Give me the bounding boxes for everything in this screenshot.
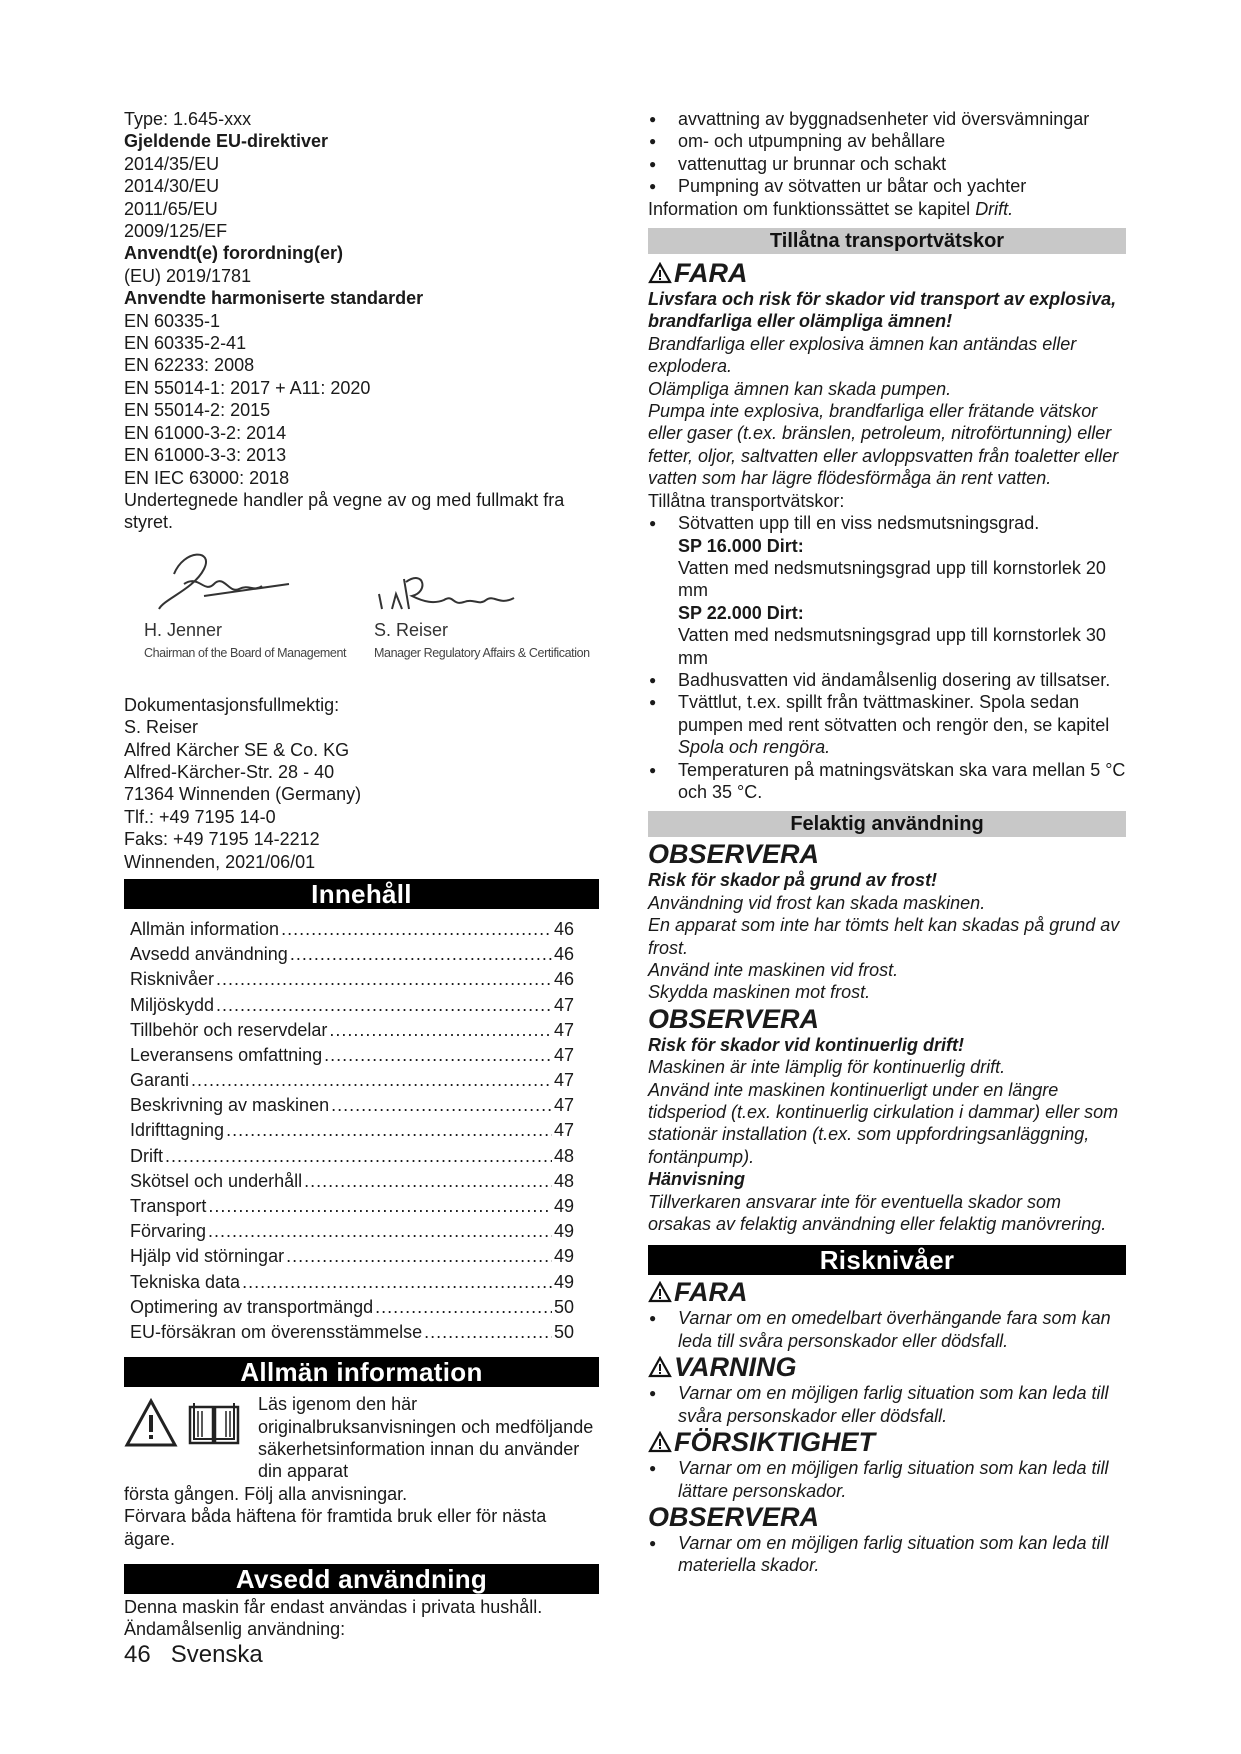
toc-item[interactable] xyxy=(124,1068,574,1093)
toc-title: Idrifttagning xyxy=(130,1120,225,1141)
toc-page: 50 xyxy=(553,1296,574,1317)
danger-bold: Livsfara och risk för skador vid transport av explosiva, brandfarliga eller olämpliga ämnen! xyxy=(648,289,1117,332)
toc-item[interactable] xyxy=(124,1018,574,1043)
function-ref-link[interactable]: Drift. xyxy=(975,198,1014,219)
toc-title: Optimering av transportmängd xyxy=(130,1296,374,1317)
sp16-text: Vatten med nedsmutsningsgrad upp till kornstorlek 20 mm xyxy=(678,557,1106,601)
toc-page: 48 xyxy=(553,1170,574,1191)
risk-varning-list xyxy=(648,1382,1126,1427)
regulation: (EU) 2019/1781 xyxy=(124,265,252,286)
footer-language: Svenska xyxy=(170,1641,263,1668)
toc-title: Drift xyxy=(130,1145,163,1166)
toc-leader xyxy=(165,1144,552,1169)
toc-title: EU-försäkran om överensstämmelse xyxy=(130,1321,423,1342)
obs1-line: Användning vid frost kan skada maskinen. xyxy=(648,892,986,913)
toc-leader xyxy=(208,1219,552,1244)
wash-ref-link[interactable]: Spola och rengöra. xyxy=(678,737,831,758)
danger-line: Pumpa inte explosiva, brandfarliga eller frätande vätskor eller gaser (t.ex. bränslen, petroleum, nitroförtunning) eller fetter, oljor, saltvatten eller avloppsvatten från toaletter eller vatten som har lägre flödesförmåga än rent vatten. xyxy=(648,401,1119,489)
warning-triangle-icon xyxy=(648,1356,672,1378)
sp22-text: Vatten med nedsmutsningsgrad upp till kornstorlek 30 mm xyxy=(678,625,1106,668)
list-item: ● avvattning av byggnadsenheter vid översvämningar xyxy=(648,108,1126,130)
signature-jenner xyxy=(144,544,346,664)
standard: EN 55014-1: 2017 + A11: 2020 xyxy=(124,377,371,398)
page-footer xyxy=(124,1641,263,1668)
eu-directive: 2014/35/EU xyxy=(124,153,220,174)
toc-item[interactable] xyxy=(124,967,574,992)
danger-label-text: FARA xyxy=(674,258,748,289)
toc-leader xyxy=(191,1068,552,1093)
toc-item[interactable] xyxy=(124,1093,574,1118)
signatures xyxy=(124,544,599,694)
risk-forsiktighet-text-label: FÖRSIKTIGHET xyxy=(674,1427,875,1458)
note-bold: Hänvisning xyxy=(648,1169,746,1190)
intended-line: Denna maskin får endast användas i privata hushåll. xyxy=(124,1597,543,1617)
toc-leader xyxy=(375,1295,552,1320)
risk-observera-list xyxy=(648,1532,1126,1577)
info-icons xyxy=(124,1393,258,1483)
danger-line: Olämpliga ämnen kan skada pumpen. xyxy=(648,378,952,399)
observera-label: OBSERVERA xyxy=(648,1003,820,1034)
risk-forsiktighet-list xyxy=(648,1457,1126,1502)
toc-item[interactable] xyxy=(124,1244,574,1269)
doc-line: Dokumentasjonsfullmektig: xyxy=(124,694,340,715)
standard: EN 62233: 2008 xyxy=(124,355,255,376)
handwritten-signature-reiser xyxy=(374,554,524,614)
toc-page: 47 xyxy=(553,1120,574,1141)
signer-role: Manager Regulatory Affairs & Certification xyxy=(374,645,590,660)
intended-heading: Avsedd användning xyxy=(124,1564,599,1594)
doc-line: Winnenden, 2021/06/01 xyxy=(124,851,316,872)
list-item: ● Badhusvatten vid ändamålsenlig dosering av tillsatser. xyxy=(648,669,1126,691)
standard: EN 60335-1 xyxy=(124,310,221,331)
allowed-first: ● Sötvatten upp till en viss nedsmutsningsgrad. xyxy=(678,513,1040,534)
regulations-heading: Anvendt(e) forordning(er) xyxy=(124,243,343,264)
toc-title: Beskrivning av maskinen xyxy=(130,1095,330,1116)
standard: EN 61000-3-3: 2013 xyxy=(124,445,287,466)
toc-item[interactable] xyxy=(124,1270,574,1295)
toc-title: Hjälp vid störningar xyxy=(130,1246,285,1267)
toc-title: Garanti xyxy=(130,1070,190,1091)
doc-line: Alfred-Kärcher-Str. 28 - 40 xyxy=(124,761,335,782)
toc-leader xyxy=(324,1043,552,1068)
toc-item[interactable] xyxy=(124,1295,574,1320)
toc-leader xyxy=(216,993,552,1018)
danger-line: Brandfarliga eller explosiva ämnen kan antändas eller explodera. xyxy=(648,333,1077,377)
toc-page: 49 xyxy=(553,1271,574,1292)
eu-directive: 2009/125/EF xyxy=(124,221,228,242)
toc-page: 47 xyxy=(553,1044,574,1065)
signer-name: H. Jenner xyxy=(144,620,223,641)
list-item xyxy=(648,512,1126,669)
toc-title: Miljöskydd xyxy=(130,994,215,1015)
toc-item[interactable] xyxy=(124,1219,574,1244)
toc-title: Skötsel och underhåll xyxy=(130,1170,303,1191)
risk-fara-label xyxy=(648,1277,1126,1307)
warning-triangle-icon xyxy=(124,1397,178,1449)
liquids-heading: Tillåtna transportvätskor xyxy=(648,228,1126,254)
toc-title: Allmän information xyxy=(130,918,280,939)
toc-item[interactable] xyxy=(124,1194,574,1219)
list-item: ● Varnar om en möjligen farlig situation som kan leda till materiella skador. xyxy=(648,1532,1126,1577)
standard: EN 55014-2: 2015 xyxy=(124,400,271,421)
signer-name: S. Reiser xyxy=(374,620,449,641)
type-line: Type: 1.645-xxx xyxy=(124,109,252,129)
obs1-line: Använd inte maskinen vid frost. xyxy=(648,960,899,980)
toc-page: 50 xyxy=(553,1321,574,1342)
sp22-label: SP 22.000 Dirt: xyxy=(678,602,804,623)
toc-item[interactable] xyxy=(124,1169,574,1194)
doc-line: Faks: +49 7195 14-2212 xyxy=(124,829,320,850)
doc-line: Tlf.: +49 7195 14-0 xyxy=(124,806,276,827)
risk-forsiktighet-label xyxy=(648,1427,1126,1457)
toc-page: 48 xyxy=(553,1145,574,1166)
toc-page: 46 xyxy=(553,969,574,990)
toc-item[interactable] xyxy=(124,1320,574,1345)
danger-label xyxy=(648,258,1126,288)
list-item: ● Pumpning av sötvatten ur båtar och yachter xyxy=(648,175,1126,197)
sp16-label: SP 16.000 Dirt: xyxy=(678,535,804,556)
toc-leader xyxy=(424,1320,552,1345)
table-of-contents xyxy=(124,917,599,1345)
general-heading: Allmän information xyxy=(124,1357,599,1387)
list-item: ● Varnar om en omedelbart överhängande fara som kan leda till svåra personskador eller dödsfall. xyxy=(648,1307,1126,1352)
toc-title: Risknivåer xyxy=(130,969,215,990)
risk-fara-text-label: FARA xyxy=(674,1277,748,1308)
general-keep: Förvara båda häftena för framtida bruk eller för nästa ägare. xyxy=(124,1506,547,1549)
toc-title: Tillbehör och reservdelar xyxy=(130,1019,328,1040)
toc-title: Avsedd användning xyxy=(130,944,288,965)
toc-leader xyxy=(290,942,552,967)
toc-page: 47 xyxy=(553,1019,574,1040)
signature-reiser xyxy=(374,554,590,664)
toc-leader xyxy=(331,1093,552,1118)
handwritten-signature-jenner xyxy=(144,544,294,614)
page-number: 46 xyxy=(124,1641,151,1668)
observera-label: OBSERVERA xyxy=(648,839,820,870)
toc-leader xyxy=(242,1270,552,1295)
toc-item[interactable] xyxy=(124,1144,574,1169)
list-item: ● Varnar om en möjligen farlig situation som kan leda till svåra personskador eller dödsfall. xyxy=(648,1382,1126,1427)
toc-item[interactable] xyxy=(124,942,574,967)
obs2-line: Använd inte maskinen kontinuerligt under en längre tidsperiod (t.ex. kontinuerlig cirkulation i dammar) eller som stationär installation (t.ex. som uppfordringsanläggning, fontänpump). xyxy=(648,1079,1119,1167)
toc-title: Tekniska data xyxy=(130,1271,241,1292)
toc-leader xyxy=(216,967,552,992)
toc-leader xyxy=(304,1169,552,1194)
list-item: ● om- och utpumpning av behållare xyxy=(648,130,1126,152)
note-text: Tillverkaren ansvarar inte för eventuella skador som orsakas av felaktig användning eller felaktig manövrering. xyxy=(648,1191,1107,1235)
allowed-wash-text: Tvättlut, t.ex. spillt från tvättmaskiner. Spola sedan pumpen med rent sötvatten och rengör den, se kapitel xyxy=(678,692,1110,735)
toc-item[interactable] xyxy=(124,1043,574,1068)
standard: EN 61000-3-2: 2014 xyxy=(124,422,287,443)
signed-text: Undertegnede handler på vegne av og med fullmakt fra styret. xyxy=(124,489,565,533)
manual-book-icon xyxy=(186,1397,242,1449)
obs1-line: En apparat som inte har tömts helt kan skadas på grund av frost. xyxy=(648,915,1120,958)
obs1-line: Skydda maskinen mot frost. xyxy=(648,982,871,1003)
toc-heading: Innehåll xyxy=(124,879,599,909)
toc-item[interactable] xyxy=(124,917,574,942)
risk-varning-text-label: VARNING xyxy=(674,1352,797,1383)
list-item: ● Temperaturen på matningsvätskan ska vara mellan 5 °C och 35 °C. xyxy=(648,759,1126,804)
doc-line: Alfred Kärcher SE & Co. KG xyxy=(124,739,350,760)
toc-leader xyxy=(281,917,552,942)
doc-line: S. Reiser xyxy=(124,717,199,738)
risk-fara-list xyxy=(648,1307,1126,1352)
doc-authority xyxy=(124,694,599,873)
right-column xyxy=(648,108,1126,1577)
toc-title: Transport xyxy=(130,1196,207,1217)
toc-page: 49 xyxy=(553,1196,574,1217)
warning-triangle-icon xyxy=(648,1431,672,1453)
toc-item[interactable] xyxy=(124,993,574,1018)
obs2-line: Maskinen är inte lämplig för kontinuerlig drift. xyxy=(648,1057,1006,1078)
left-column xyxy=(124,108,599,1641)
obs2-bold: Risk för skador vid kontinuerlig drift! xyxy=(648,1034,965,1055)
general-intro: Läs igenom den här originalbruksanvisningen och medföljande säkerhetsinformation innan du använder din apparat xyxy=(258,1394,594,1482)
risk-observera-label: OBSERVERA xyxy=(648,1501,820,1532)
toc-item[interactable] xyxy=(124,1118,574,1143)
toc-page: 46 xyxy=(553,918,574,939)
signer-role: Chairman of the Board of Management xyxy=(144,645,347,660)
toc-page: 49 xyxy=(553,1246,574,1267)
general-info-block xyxy=(124,1393,599,1483)
eu-directive: 2011/65/EU xyxy=(124,198,218,219)
eu-directives-heading: Gjeldende EU-direktiver xyxy=(124,131,329,152)
toc-leader xyxy=(286,1244,552,1269)
toc-leader xyxy=(329,1018,552,1043)
standards-heading: Anvendte harmoniserte standarder xyxy=(124,288,424,309)
toc-leader xyxy=(226,1118,552,1143)
function-info xyxy=(648,198,1126,220)
standard: EN 60335-2-41 xyxy=(124,333,247,354)
toc-page: 49 xyxy=(553,1221,574,1242)
eu-directive: 2014/30/EU xyxy=(124,176,220,197)
risk-varning-label xyxy=(648,1352,1126,1382)
use-list xyxy=(648,108,1126,198)
warning-triangle-icon xyxy=(648,262,672,284)
toc-page: 47 xyxy=(553,994,574,1015)
misuse-heading: Felaktig användning xyxy=(648,811,1126,837)
toc-title: Leveransens omfattning xyxy=(130,1044,323,1065)
warning-triangle-icon xyxy=(648,1281,672,1303)
toc-title: Förvaring xyxy=(130,1221,207,1242)
toc-page: 47 xyxy=(553,1070,574,1091)
doc-line: 71364 Winnenden (Germany) xyxy=(124,784,362,805)
general-cont: första gången. Följ alla anvisningar. xyxy=(124,1483,408,1504)
list-item xyxy=(648,691,1126,758)
function-info-text: Information om funktionssättet se kapitel xyxy=(648,198,971,219)
toc-leader xyxy=(208,1194,552,1219)
allowed-list xyxy=(648,512,1126,803)
risk-heading: Risknivåer xyxy=(648,1245,1126,1275)
standard: EN IEC 63000: 2018 xyxy=(124,467,290,488)
obs1-bold: Risk för skador på grund av frost! xyxy=(648,870,938,891)
intended-line: Ändamålsenlig användning: xyxy=(124,1619,346,1640)
toc-page: 46 xyxy=(553,944,574,965)
list-item: ● vattenuttag ur brunnar och schakt xyxy=(648,153,1126,175)
allowed-label: Tillåtna transportvätskor: xyxy=(648,490,845,511)
list-item: ● Varnar om en möjligen farlig situation som kan leda till lättare personskador. xyxy=(648,1457,1126,1502)
toc-page: 47 xyxy=(553,1095,574,1116)
